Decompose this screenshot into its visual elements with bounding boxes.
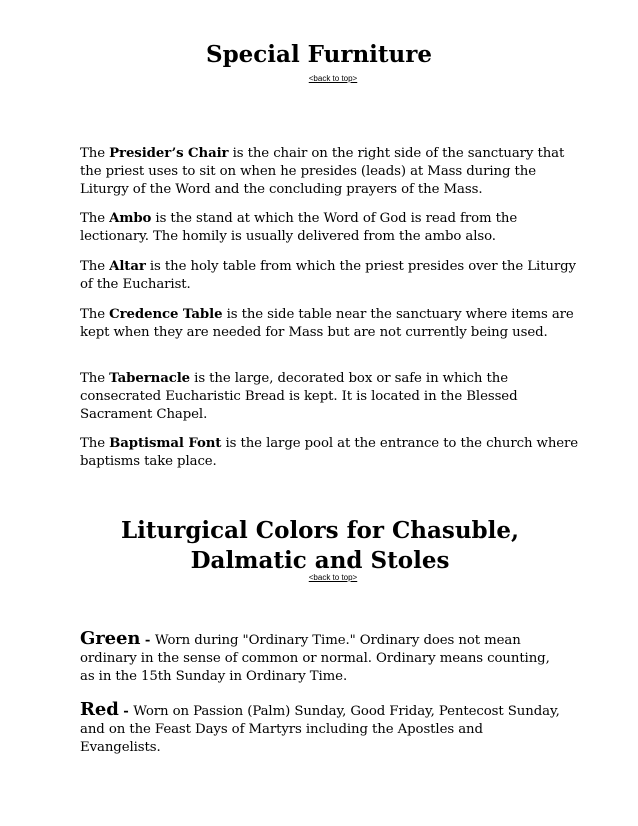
paragraph-prefix: The xyxy=(80,307,110,322)
furniture-paragraph xyxy=(80,435,580,471)
section-title-liturgical-colors xyxy=(70,516,570,576)
section-title-special-furniture: Special Furniture xyxy=(205,41,433,68)
paragraph-text: is the large, decorated box or safe in which the consecrated Eucharistic Bread is kept. It is located in the Blessed Sacrament Chapel. xyxy=(80,371,518,422)
furniture-paragraph xyxy=(80,370,580,424)
furniture-paragraph xyxy=(80,258,580,294)
color-description: Worn on Passion (Palm) Sunday, Good Friday, Pentecost Sunday, and on the Feast Days of Martyrs including the Apostles and Evangelists. xyxy=(80,704,560,755)
color-name: Green xyxy=(80,628,141,649)
color-entry-green xyxy=(80,630,560,686)
paragraph-text: is the holy table from which the priest presides over the Liturgy of the Eucharist. xyxy=(80,259,576,292)
color-dash: - xyxy=(140,633,155,648)
paragraph-prefix: The xyxy=(80,371,110,386)
back-to-top-link[interactable]: <back to top> xyxy=(308,573,358,582)
paragraph-prefix: The xyxy=(80,211,110,226)
back-to-top-link[interactable]: <back to top> xyxy=(308,74,358,83)
furniture-term: Credence Table xyxy=(109,307,223,322)
color-name: Red xyxy=(80,699,119,720)
furniture-term: Altar xyxy=(109,259,146,274)
furniture-paragraph xyxy=(80,145,580,199)
paragraph-prefix: The xyxy=(80,259,110,274)
paragraph-text: is the stand at which the Word of God is read from the lectionary. The homily is usually delivered from the ambo also. xyxy=(80,211,518,244)
paragraph-text: is the side table near the sanctuary where items are kept when they are needed for Mass but are not currently being used. xyxy=(80,307,574,340)
furniture-term: Tabernacle xyxy=(109,371,191,386)
color-description: Worn during "Ordinary Time." Ordinary does not mean ordinary in the sense of common or normal. Ordinary means counting, as in the 15th Sunday in Ordinary Time. xyxy=(80,633,550,684)
paragraph-text: is the large pool at the entrance to the church where baptisms take place. xyxy=(80,436,579,469)
section-title-line: Liturgical Colors for Chasuble, xyxy=(120,517,520,544)
color-entry-red xyxy=(80,701,560,757)
section-title-line: Dalmatic and Stoles xyxy=(190,547,450,574)
furniture-term: Presider’s Chair xyxy=(109,146,229,161)
paragraph-text: is the chair on the right side of the sanctuary that the priest uses to sit on when he presides (leads) at Mass during the Liturgy of the Word and the concluding prayers of the Mass. xyxy=(80,146,565,197)
paragraph-prefix: The xyxy=(80,436,110,451)
furniture-paragraph xyxy=(80,210,580,246)
furniture-paragraph xyxy=(80,306,580,342)
furniture-term: Ambo xyxy=(109,211,152,226)
paragraph-prefix: The xyxy=(80,146,110,161)
furniture-term: Baptismal Font xyxy=(109,436,222,451)
color-dash: - xyxy=(118,704,134,719)
